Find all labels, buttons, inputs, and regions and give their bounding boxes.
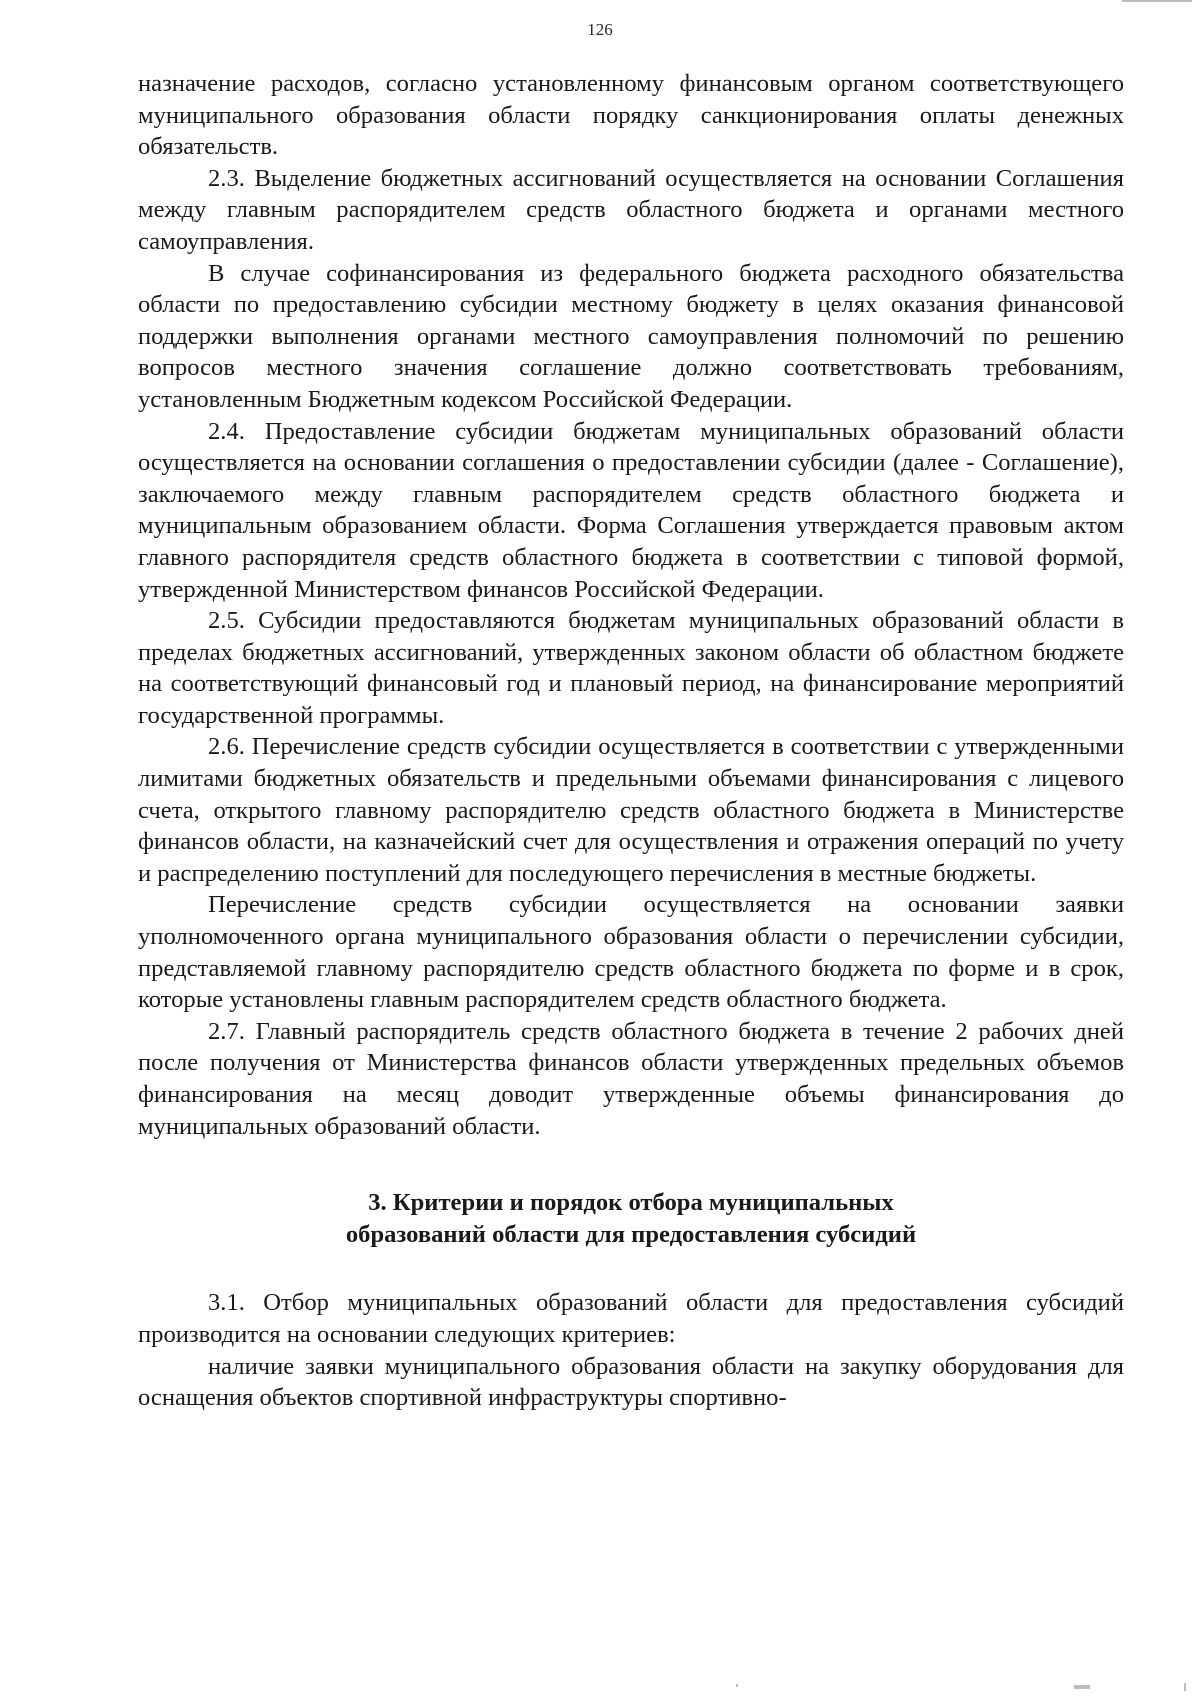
page-number: 126 bbox=[587, 20, 613, 39]
paragraph-2-4: 2.4. Предоставление субсидии бюджетам муниципальных образований области осуществляется на основании соглашения о предоставлении субсидии (далее - Соглашение), заключаемого между главным распорядителем средств областного бюджета и муниципальным образованием области. Форма Соглашения утверждается правовым актом главного распорядителя средств областного бюджета в соответствии с типовой формой, утвержденной Министерством финансов Российской Федерации. bbox=[138, 417, 1124, 603]
section-heading-line-1: 3. Критерии и порядок отбора муниципальных bbox=[368, 1189, 894, 1217]
scan-artifact-bottom-left bbox=[736, 1684, 738, 1687]
scan-artifact-bottom-edge bbox=[1184, 1683, 1186, 1691]
section-heading bbox=[138, 1187, 1124, 1250]
paragraph-2-5: 2.5. Субсидии предоставляются бюджетам муниципальных образований области в пределах бюджетных ассигнований, утвержденных законом области об областном бюджете на соответствующий финансовый год и плановый период, на финансирование мероприятий государственной программы. bbox=[138, 607, 1124, 729]
paragraph-2-7: 2.7. Главный распорядитель средств областного бюджета в течение 2 рабочих дней после получения от Министерства финансов области утвержденных предельных объемов финансирования на месяц доводит утвержденные объемы финансирования до муниципальных образований области. bbox=[138, 1017, 1124, 1140]
paragraph-transfer: Перечисление средств субсидии осуществляется на основании заявки уполномоченного органа муниципального образования области о перечислении субсидии, представляемой главному распорядителю средств областного бюджета по форме и в срок, которые установлены главным распорядителем средств областного бюджета. bbox=[138, 891, 1124, 1014]
paragraph-cofinancing: В случае софинансирования из федерального бюджета расходного обязательства области по предоставлению субсидии местному бюджету в целях оказания финансовой поддержки выполнения органами местного самоуправления полномочий по решению вопросов местного значения соглашение должно соответствовать требованиям, установленным Бюджетным кодексом Российской Федерации. bbox=[138, 259, 1124, 413]
paragraph-2-6: 2.6. Перечисление средств субсидии осуществляется в соответствии с утвержденными лимитами бюджетных обязательств и предельными объемами финансирования с лицевого счета, открытого главному распорядителю средств областного бюджета в Министерстве финансов области, на казначейский счет для осуществления и отражения операций по учету и распределению поступлений для последующего перечисления в местные бюджеты. bbox=[138, 733, 1124, 887]
scan-artifact-top-right bbox=[1122, 0, 1192, 2]
section-heading-line-2: образований области для предоставления субсидий bbox=[345, 1220, 917, 1248]
scan-artifact-bottom-right bbox=[1074, 1685, 1090, 1689]
document-body bbox=[138, 68, 1124, 1414]
paragraph-3-1: 3.1. Отбор муниципальных образований области для предоставления субсидий производится на основании следующих критериев: bbox=[138, 1289, 1124, 1348]
paragraph-2-3: 2.3. Выделение бюджетных ассигнований осуществляется на основании Соглашения между главным распорядителем средств областного бюджета и органами местного самоуправления. bbox=[138, 164, 1124, 255]
paragraph-criteria-item: наличие заявки муниципального образования области на закупку оборудования для оснащения объектов спортивной инфраструктуры спортивно- bbox=[138, 1352, 1124, 1412]
paragraph-continuation: назначение расходов, согласно установленному финансовым органом соответствующего муниципального образования области порядку санкционирования оплаты денежных обязательств. bbox=[138, 70, 1124, 161]
